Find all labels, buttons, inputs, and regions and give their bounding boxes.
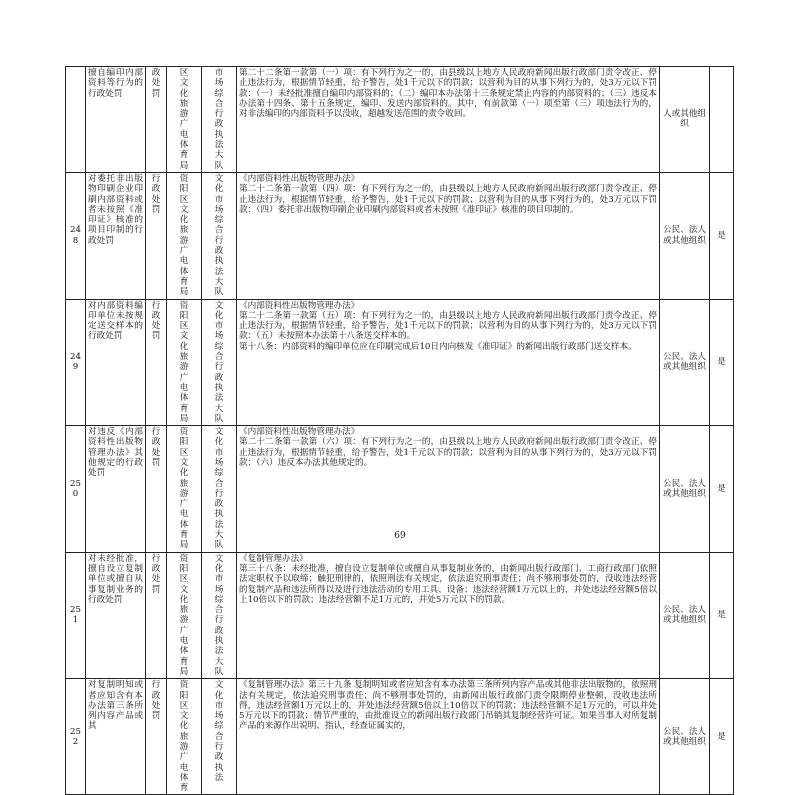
item-name: 对内部资料编印单位未按规定送交样本的行政处罚 <box>86 299 146 426</box>
department <box>167 172 202 299</box>
power-type <box>146 299 167 426</box>
power-type-text: 行政处罚 <box>151 427 161 468</box>
item-number <box>66 67 86 173</box>
flag-cell: 是 <box>710 552 734 679</box>
table-row <box>66 172 734 299</box>
enforcement-unit-text: 文化市场综合行政执法大队 <box>214 300 224 424</box>
legal-basis <box>237 172 660 299</box>
flag-cell: 是 <box>710 679 734 795</box>
enforcement-unit-text: 文化市场综合行政执法 <box>214 680 224 783</box>
power-type-text: 行政处罚 <box>151 300 161 342</box>
legal-basis-paragraph: 《内部资料性出版物管理办法》 <box>239 300 360 311</box>
legal-basis <box>237 552 660 679</box>
department-text: 资阳区文化旅游广电体育局 <box>179 300 189 424</box>
item-number: 251 <box>66 552 86 679</box>
department <box>167 299 202 426</box>
target-subject: 公民、法人或其他组织 <box>660 552 710 679</box>
flag-cell: 是 <box>710 426 734 553</box>
table-row <box>66 67 734 173</box>
flag-cell: 是 <box>710 299 734 426</box>
target-subject: 公民、法人或其他组织 <box>660 299 710 426</box>
table-row <box>66 679 734 795</box>
legal-basis-paragraph: 第二十二条第一款第（六）项：有下列行为之一的，由县级以上地方人民政府新闻出版行政部门责令改正、停止违法行为，根据情节轻重，给予警告，处1千元以下的罚款；以营利为目的从事下列行为的，处3万元以下罚款：（六）违反本办法其他规定的。 <box>239 437 657 468</box>
target-subject: 公民、法人或其他组织 <box>660 679 710 795</box>
page-number: 69 <box>394 531 406 541</box>
legal-basis-paragraph: 《内部资料性出版物管理办法》 <box>239 173 360 184</box>
legal-basis-paragraph: 第二十二条第一款第（五）项：有下列行为之一的，由县级以上地方人民政府新闻出版行政部门责令改正、停止违法行为，根据情节轻重，给予警告，处1千元以下的罚款；以营利为目的从事下列行为的，处3万元以下罚款：（五）未按照本办法第十八条送交样本的。 <box>239 310 657 342</box>
target-subject: 公民、法人或其他组织 <box>660 172 710 299</box>
power-type <box>146 552 167 679</box>
legal-basis-paragraph: 第二十二条第一款第（一）项：有下列行为之一的，由县级以上地方人民政府新闻出版行政部门责令改正、停止违法行为，根据情节轻重，给予警告，处1千元以下的罚款；以营利为目的从事下列行为的，处3万元以下罚款：（一）未经批准擅自编印内部资料的；（二）编印本办法第十三条规定禁止内容的内部资料的；（三）违反本办法第十四条、第十五条规定，编印、发送内部资料的。其中，有前款第（一）项至第（三）项违法行为的，对非法编印的内部资料予以没收，超越发送范围的责令收回。 <box>239 68 657 120</box>
enforcement-unit-text: 市场综合行政执法大队 <box>214 68 224 171</box>
enforcement-unit <box>202 552 237 679</box>
flag-cell: 是 <box>710 172 734 299</box>
item-name: 对复制明知或者应知含有本办法第三条所列内容产品或其 <box>86 679 146 795</box>
legal-basis <box>237 679 660 795</box>
department <box>167 67 202 173</box>
power-type-text: 政处罚 <box>151 68 161 99</box>
enforcement-unit <box>202 299 237 426</box>
flag-cell <box>710 67 734 173</box>
enforcement-unit <box>202 67 237 173</box>
power-type <box>146 172 167 299</box>
enforcement-unit-text: 文化市场综合行政执法大队 <box>214 427 224 551</box>
department-text: 资阳区文化旅游广电体育局 <box>179 553 189 677</box>
legal-basis-paragraph: 第十八条：内部资料的编印单位应在印刷完成后10日内向核发《准印证》的新闻出版行政部门送交样本。 <box>239 341 637 352</box>
item-number: 248 <box>66 172 86 299</box>
legal-basis-paragraph: 《复制管理办法》第三十九条 复制明知或者应知含有本办法第三条所列内容产品或其他非法出版物的，依照刑法有关规定，依法追究刑事责任；尚不够刑事处罚的，由新闻出版行政部门责令限期停业整顿，没收违法所得，违法经营额1万元以上的，并处违法经营额5倍以上10倍以下的罚款；违法经营额不足1万元的，可以并处5万元以下的罚款；情节严重的，由批准设立的新闻出版行政部门吊销其复制经营许可证。如果当事人对所复制产品的来源作出说明、指认，经查证属实的， <box>239 680 657 732</box>
table-row <box>66 552 734 679</box>
department-text: 资阳区文化旅游广电体育局 <box>179 427 189 551</box>
department-text: 区文化旅游广电体育局 <box>179 68 189 171</box>
item-number: 250 <box>66 426 86 553</box>
target-subject: 公民、法人或其他组织 <box>660 426 710 553</box>
department-text: 资阳区文化旅游广电体育 <box>179 680 189 794</box>
item-name: 对未经批准，擅自设立复制单位或擅自从事复制业务的行政处罚 <box>86 552 146 679</box>
legal-basis-paragraph: 《复制管理办法》 <box>239 553 308 564</box>
department <box>167 552 202 679</box>
power-type-text: 行政处罚 <box>151 173 161 215</box>
legal-basis <box>237 67 660 173</box>
item-name: 对违反《内部资料性出版物管理办法》其他规定的行政处罚 <box>86 426 146 553</box>
legal-basis-paragraph: 第三十八条：未经批准，擅自设立复制单位或擅自从事复制业务的，由新闻出版行政部门、工商行政部门依照法定职权予以取缔；触犯刑律的，依照刑法有关规定，依法追究刑事责任；尚不够刑事处罚的，没收违法经营的复制产品和违法所得以及进行违法活动的专用工具、设备；违法经营额1万元以上的，并处违法经营额5倍以上10倍以下的罚款；违法经营额不足1万元的，并处5万元以下的罚款。 <box>239 563 657 605</box>
item-name: 对委托非出版物印刷企业印刷内部资料或者未按照《准印证》核准的项目印制的行政处罚 <box>86 172 146 299</box>
legal-basis-paragraph: 第二十二条第一款第（四）项：有下列行为之一的，由县级以上地方人民政府新闻出版行政部门责令改正、停止违法行为，根据情节轻重，给予警告，处1千元以下的罚款；以营利为目的从事下列行为的，处3万元以下罚款：（四）委托非出版物印刷企业印刷内部资料或者未按照《准印证》核准的项目印制的。 <box>239 184 657 215</box>
table-body <box>66 67 734 795</box>
enforcement-unit <box>202 679 237 795</box>
department <box>167 679 202 795</box>
enforcement-unit-text: 文化市场综合行政执法大队 <box>214 173 224 298</box>
item-number: 249 <box>66 299 86 426</box>
power-type <box>146 679 167 795</box>
item-number: 252 <box>66 679 86 795</box>
legal-basis <box>237 299 660 426</box>
power-type-text: 行政处罚 <box>151 553 161 595</box>
target-subject: 人或其他组织 <box>660 67 710 173</box>
enforcement-unit-text: 文化市场综合行政执法大队 <box>214 553 224 677</box>
department-text: 资阳区文化旅游广电体育局 <box>179 173 189 298</box>
item-name: 擅自编印内部资料等行为的行政处罚 <box>86 67 146 173</box>
enforcement-table <box>65 66 734 795</box>
power-type <box>146 67 167 173</box>
enforcement-unit <box>202 172 237 299</box>
table-row <box>66 299 734 426</box>
legal-basis-paragraph: 《内部资料性出版物管理办法》 <box>239 427 360 438</box>
power-type-text: 行政处罚 <box>151 680 161 722</box>
